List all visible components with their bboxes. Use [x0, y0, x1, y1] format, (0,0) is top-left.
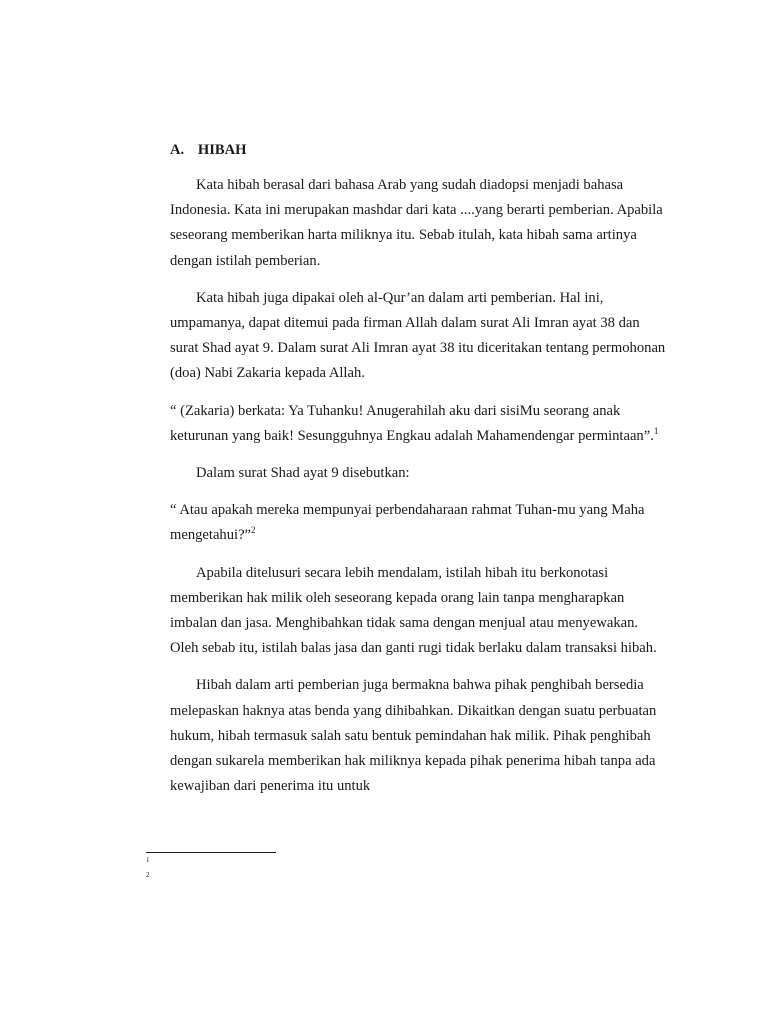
quote-ali-imran	[170, 399, 670, 449]
quote-shad-text: “ Atau apakah mereka mempunyai perbendaharaan rahmat Tuhan-mu yang Maha mengetahui?”	[170, 502, 645, 544]
footnote-1-marker: 1	[146, 856, 150, 864]
footnote-separator	[146, 852, 276, 853]
paragraph-5: Hibah dalam arti pemberian juga bermakna bahwa pihak penghibah bersedia melepaskan haknya atas benda yang dihibahkan. Dikaitkan dengan suatu perbuatan hukum, hibah termasuk salah satu bentuk pemindahan hak milik. Pihak penghibah dengan sukarela memberikan hak miliknya kepada pihak penerima hibah tanpa ada kewajiban dari penerima itu untuk	[170, 677, 657, 795]
section-number: A.	[170, 142, 185, 158]
paragraph-4: Apabila ditelusuri secara lebih mendalam, istilah hibah itu berkonotasi memberikan hak milik oleh seseorang kepada orang lain tanpa mengharapkan imbalan dan jasa. Menghibahkan tidak sama dengan menjual atau menyewakan. Oleh sebab itu, istilah balas jasa dan ganti rugi tidak berlaku dalam transaksi hibah.	[170, 564, 657, 657]
paragraph-3: Dalam surat Shad ayat 9 disebutkan:	[196, 465, 410, 482]
footnote-ref-2: 2	[251, 525, 256, 536]
paragraph-1: Kata hibah berasal dari bahasa Arab yang sudah diadopsi menjadi bahasa Indonesia. Kata ini merupakan mashdar dari kata ....yang berarti pemberian. Apabila seseorang memberikan harta miliknya itu. Sebab itulah, kata hibah sama artinya dengan istilah pemberian.	[170, 177, 663, 269]
section-heading	[170, 139, 670, 161]
footnote-ref-1: 1	[653, 425, 659, 436]
page-body	[170, 139, 670, 799]
footnote-2-marker: 2	[146, 871, 150, 879]
section-title: HIBAH	[197, 142, 247, 158]
quote-shad	[170, 498, 670, 548]
quote-ali-imran-text: “ (Zakaria) berkata: Ya Tuhanku! Anugerahilah aku dari sisiMu seorang anak keturunan yang baik! Sesungguhnya Engkau adalah Mahamendengar permintaan”.	[170, 402, 654, 444]
paragraph-2: Kata hibah juga dipakai oleh al-Qur’an dalam arti pemberian. Hal ini, umpamanya, dapat ditemui pada firman Allah dalam surat Ali Imran ayat 38 dan surat Shad ayat 9. Dalam surat Ali Imran ayat 38 itu diceritakan tentang permohonan (doa) Nabi Zakaria kepada Allah.	[170, 289, 666, 382]
